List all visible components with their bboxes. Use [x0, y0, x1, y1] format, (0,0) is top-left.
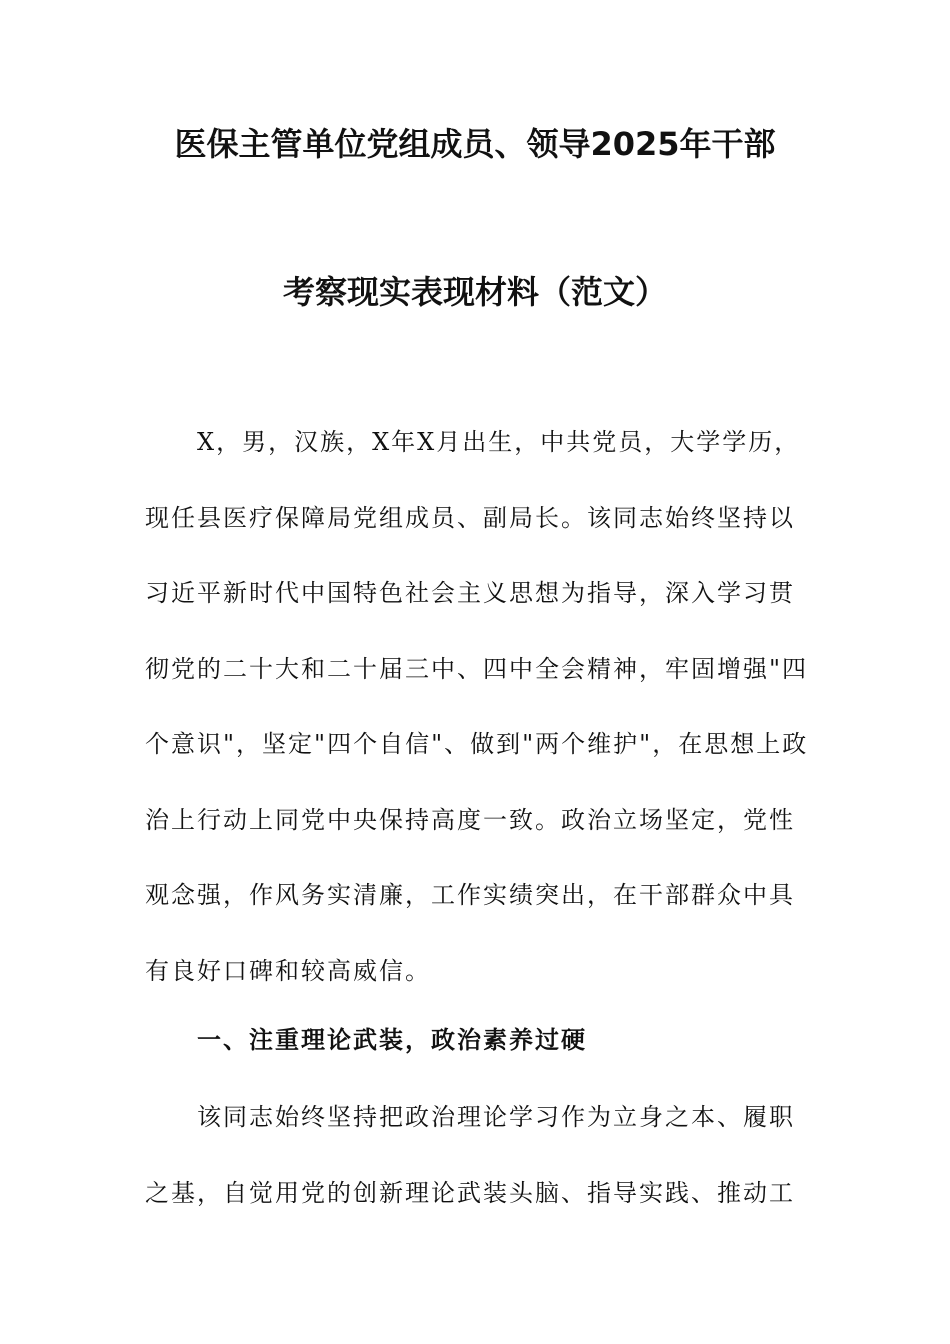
section-heading: 一、注重理论武装，政治素养过硬 — [197, 1025, 587, 1054]
paragraph-line: 之基，自觉用党的创新理论武装头脑、指导实践、推动工 — [145, 1178, 795, 1207]
paragraph-line: 观念强，作风务实清廉，工作实绩突出，在干部群众中具 — [145, 881, 795, 909]
paragraph-line: 习近平新时代中国特色社会主义思想为指导，深入学习贯 — [145, 579, 795, 607]
paragraph-line: 有良好口碑和较高威信。 — [145, 956, 431, 985]
paragraph-line: 该同志始终坚持把政治理论学习作为立身之本、履职 — [197, 1103, 795, 1131]
paragraph-line: 个意识"，坚定"四个自信"、做到"两个维护"，在思想上政 — [145, 730, 809, 758]
document-title-line-2: 考察现实表现材料（范文） — [282, 273, 667, 311]
document-title-line-1: 医保主管单位党组成员、领导2025年干部 — [174, 125, 776, 163]
section-paragraph — [145, 1080, 805, 1231]
intro-paragraph — [145, 405, 809, 1009]
paragraph-line: 治上行动上同党中央保持高度一致。政治立场坚定，党性 — [145, 805, 795, 834]
paragraph-line: X，男，汉族，X年X月出生，中共党员，大学学历， — [197, 428, 801, 456]
paragraph-line: 彻党的二十大和二十届三中、四中全会精神，牢固增强"四 — [145, 654, 809, 683]
paragraph-line: 现任县医疗保障局党组成员、副局长。该同志始终坚持以 — [145, 503, 795, 532]
